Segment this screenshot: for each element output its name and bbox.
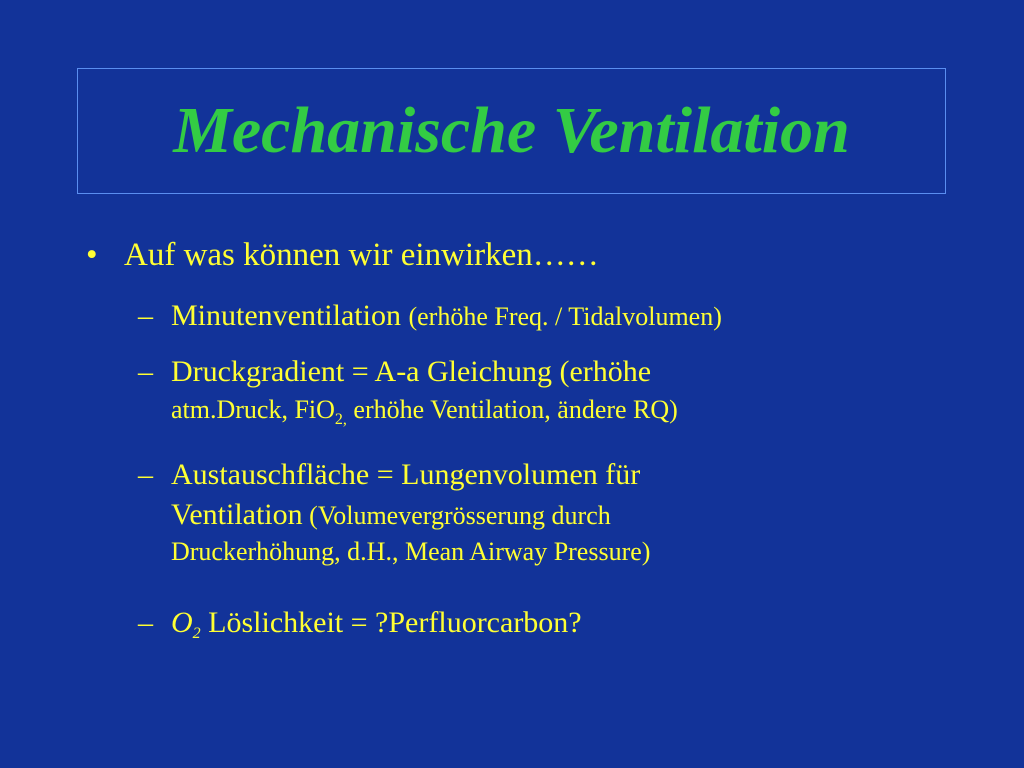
sub-item-line-3: Druckerhöhung, d.H., Mean Airway Pressure)	[171, 537, 651, 566]
o2-symbol: $O_2$	[171, 606, 201, 642]
sub-item-austauschflaeche	[138, 455, 650, 568]
sub-item-druckgradient	[138, 352, 678, 432]
dash-marker: –	[138, 606, 153, 639]
dash-marker: –	[138, 458, 153, 491]
sub-item-line: Druckgradient = A-a Gleichung (erhöhe	[171, 355, 652, 388]
sub-item-line-2: atm.Druck, FiO$_{2,}$ erhöhe Ventilation, ändere RQ)	[171, 395, 678, 428]
sub-item-line-2: Ventilation (Volumevergrösserung durch	[171, 498, 611, 531]
bullet-marker: •	[86, 237, 98, 273]
slide-title: Mechanische Ventilation	[173, 94, 850, 167]
dash-marker: –	[138, 299, 153, 332]
sub-item-line: Austauschfläche = Lungenvolumen für	[171, 458, 641, 491]
main-bullet-text: Auf was können wir einwirken……	[124, 237, 599, 273]
sub-item-main: Minutenventilation	[171, 299, 401, 332]
sub-item-minutenventilation	[138, 296, 722, 337]
sub-item-detail: (erhöhe Freq. / Tidalvolumen)	[408, 302, 722, 331]
dash-marker: –	[138, 355, 153, 388]
sub-item-text: Löslichkeit = ?Perfluorcarbon?	[200, 606, 582, 639]
main-bullet	[86, 235, 599, 275]
sub-item-o2-loeslichkeit	[138, 603, 582, 648]
